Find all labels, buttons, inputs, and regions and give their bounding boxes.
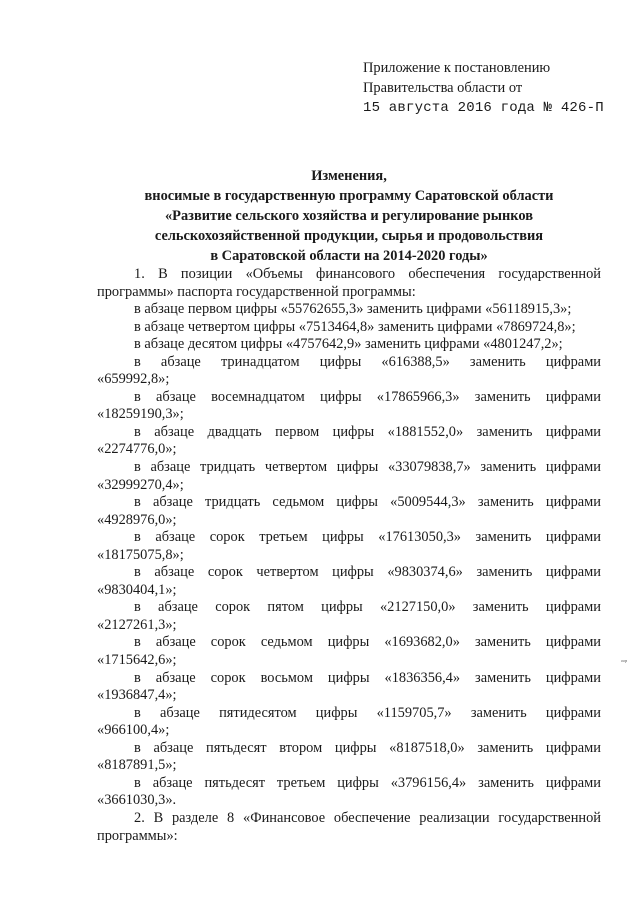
amendment-item-continuation: «659992,8»; bbox=[97, 371, 170, 388]
amendment-item-continuation: «9830404,1»; bbox=[97, 581, 177, 598]
document-title bbox=[96, 166, 602, 266]
annex-note bbox=[363, 58, 604, 118]
amendment-item-continuation: «2127261,3»; bbox=[97, 616, 177, 633]
paragraph-1-line-2: программы» паспорта государственной программы: bbox=[97, 283, 416, 300]
amendment-item: в абзаце пятьдесят третьем цифры «3796156,4» заменить цифрами bbox=[134, 774, 601, 791]
amendment-item-continuation: «4928976,0»; bbox=[97, 511, 177, 528]
amendment-item: в абзаце десятом цифры «4757642,9» заменить цифрами «4801247,2»; bbox=[134, 336, 563, 353]
amendment-item-continuation: «2274776,0»; bbox=[97, 441, 177, 458]
amendment-list bbox=[97, 301, 601, 810]
amendment-item-continuation: «32999270,4»; bbox=[97, 476, 184, 493]
annex-line-1: Приложение к постановлению bbox=[363, 60, 551, 76]
amendment-item: в абзаце четвертом цифры «7513464,8» заменить цифрами «7869724,8»; bbox=[134, 318, 576, 335]
amendment-item-continuation: «8187891,5»; bbox=[97, 757, 177, 774]
amendment-item-continuation: «3661030,3». bbox=[97, 792, 177, 809]
amendment-item: в абзаце сорок третьем цифры «17613050,3» заменить цифрами bbox=[134, 529, 601, 546]
amendment-item: в абзаце тридцать четвертом цифры «33079838,7» заменить цифрами bbox=[134, 459, 601, 476]
annex-line-2: Правительства области от bbox=[363, 80, 523, 96]
amendment-item: в абзаце сорок четвертом цифры «9830374,6» заменить цифрами bbox=[134, 564, 601, 581]
amendment-item: в абзаце тринадцатом цифры «616388,5» заменить цифрами bbox=[134, 353, 601, 370]
amendment-item: в абзаце двадцать первом цифры «1881552,0» заменить цифрами bbox=[134, 423, 601, 440]
amendment-item: в абзаце восемнадцатом цифры «17865966,3» заменить цифрами bbox=[134, 388, 601, 405]
amendment-item: в абзаце пятидесятом цифры «1159705,7» заменить цифрами bbox=[134, 704, 601, 721]
title-line-4: сельскохозяйственной продукции, сырья и продовольствия bbox=[154, 228, 544, 244]
margin-mark: ᵒᵒᵖ bbox=[621, 658, 628, 666]
document-body bbox=[97, 266, 601, 845]
title-line-2: вносимые в государственную программу Саратовской области bbox=[144, 188, 554, 204]
amendment-item-continuation: «1715642,6»; bbox=[97, 652, 177, 669]
amendment-item: в абзаце сорок седьмом цифры «1693682,0» заменить цифрами bbox=[134, 634, 601, 651]
amendment-item: в абзаце первом цифры «55762655,3» заменить цифрами «56118915,3»; bbox=[134, 301, 572, 318]
title-line-3: «Развитие сельского хозяйства и регулирование рынков bbox=[164, 208, 533, 224]
title-line-1: Изменения, bbox=[311, 168, 387, 184]
title-line-5: в Саратовской области на 2014-2020 годы» bbox=[210, 248, 488, 264]
amendment-item-continuation: «1936847,4»; bbox=[97, 687, 177, 704]
amendment-item: в абзаце пятьдесят втором цифры «8187518,0» заменить цифрами bbox=[134, 739, 601, 756]
annex-line-3: 15 августа 2016 года № 426-П bbox=[363, 100, 604, 116]
amendment-item-continuation: «18259190,3»; bbox=[97, 406, 184, 423]
amendment-item: в абзаце сорок восьмом цифры «1836356,4» заменить цифрами bbox=[134, 669, 601, 686]
paragraph-1-line-1: 1. В позиции «Объемы финансового обеспечения государственной bbox=[134, 266, 601, 282]
paragraph-2-line-2: программы»: bbox=[97, 827, 178, 844]
amendment-item: в абзаце сорок пятом цифры «2127150,0» заменить цифрами bbox=[134, 599, 601, 616]
paragraph-2-line-1: 2. В разделе 8 «Финансовое обеспечение реализации государственной bbox=[134, 809, 601, 826]
amendment-item-continuation: «18175075,8»; bbox=[97, 546, 184, 563]
amendment-item: в абзаце тридцать седьмом цифры «5009544,3» заменить цифрами bbox=[134, 494, 601, 511]
amendment-item-continuation: «966100,4»; bbox=[97, 722, 170, 739]
